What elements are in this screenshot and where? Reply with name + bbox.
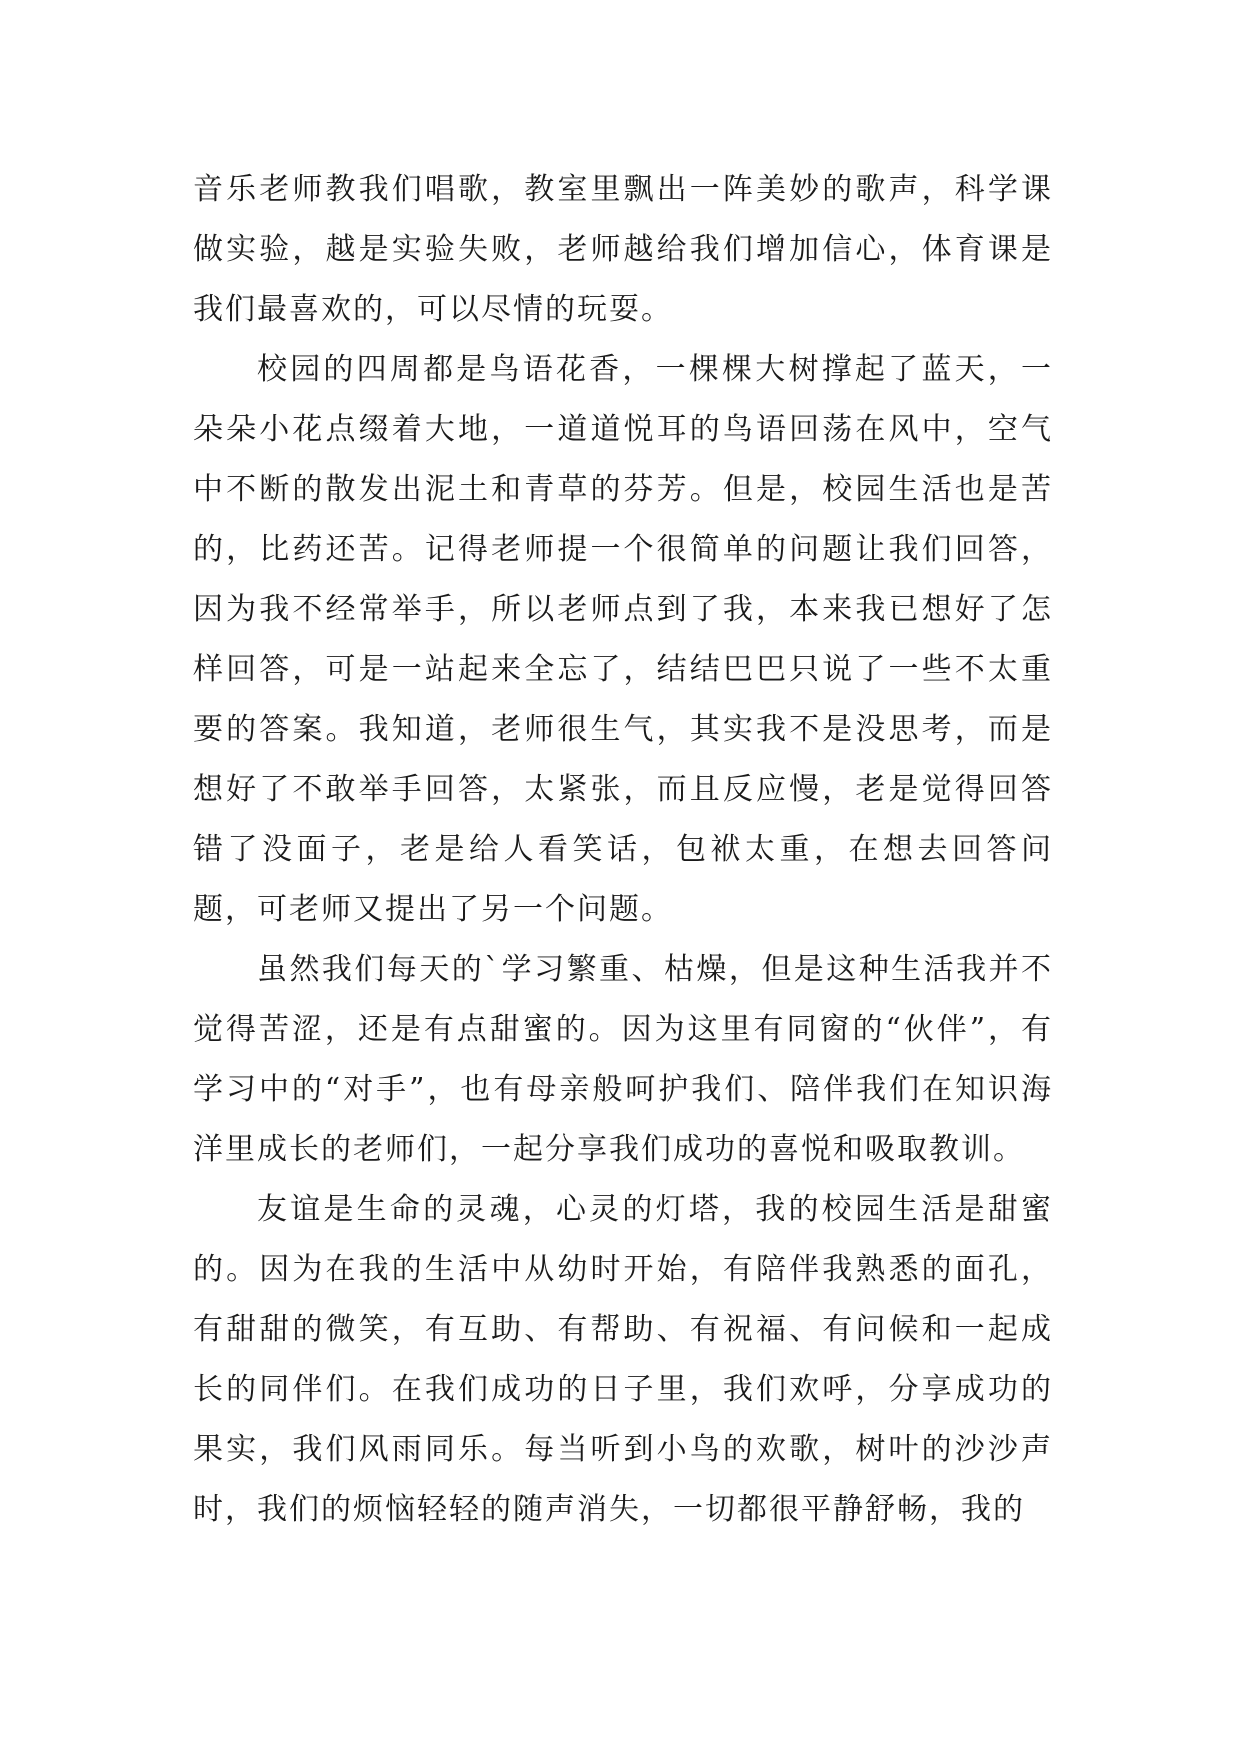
paragraph-4: 友谊是生命的灵魂，心灵的灯塔，我的校园生活是甜蜜的。因为在我的生活中从幼时开始，有陪伴我熟悉的面孔，有甜甜的微笑，有互助、有帮助、有祝福、有问候和一起成长的同伴们。在我们成功的日子里，我们欢呼，分享成功的果实，我们风雨同乐。每当听到小鸟的欢歌，树叶的沙沙声时，我们的烦恼轻轻的随声消失，一切都很平静舒畅，我的 [193,1192,1053,1527]
paragraph-1: 音乐老师教我们唱歌，教室里飘出一阵美妙的歌声，科学课做实验，越是实验失败，老师越给我们增加信心，体育课是我们最喜欢的，可以尽情的玩耍。 [193,172,1053,327]
paragraph-3: 虽然我们每天的`学习繁重、枯燥，但是这种生活我并不觉得苦涩，还是有点甜蜜的。因为这里有同窗的“伙伴”，有学习中的“对手”，也有母亲般呵护我们、陪伴我们在知识海洋里成长的老师们，一起分享我们成功的喜悦和吸取教训。 [193,952,1053,1167]
paragraph-2: 校园的四周都是鸟语花香，一棵棵大树撑起了蓝天，一朵朵小花点缀着大地，一道道悦耳的鸟语回荡在风中，空气中不断的散发出泥土和青草的芬芳。但是，校园生活也是苦的，比药还苦。记得老师提一个很简单的问题让我们回答，因为我不经常举手，所以老师点到了我，本来我已想好了怎样回答，可是一站起来全忘了，结结巴巴只说了一些不太重要的答案。我知道，老师很生气，其实我不是没思考，而是想好了不敢举手回答，太紧张，而且反应慢，老是觉得回答错了没面子，老是给人看笑话，包袱太重，在想去回答问题，可老师又提出了另一个问题。 [193,352,1053,927]
document-body [193,160,1053,1540]
